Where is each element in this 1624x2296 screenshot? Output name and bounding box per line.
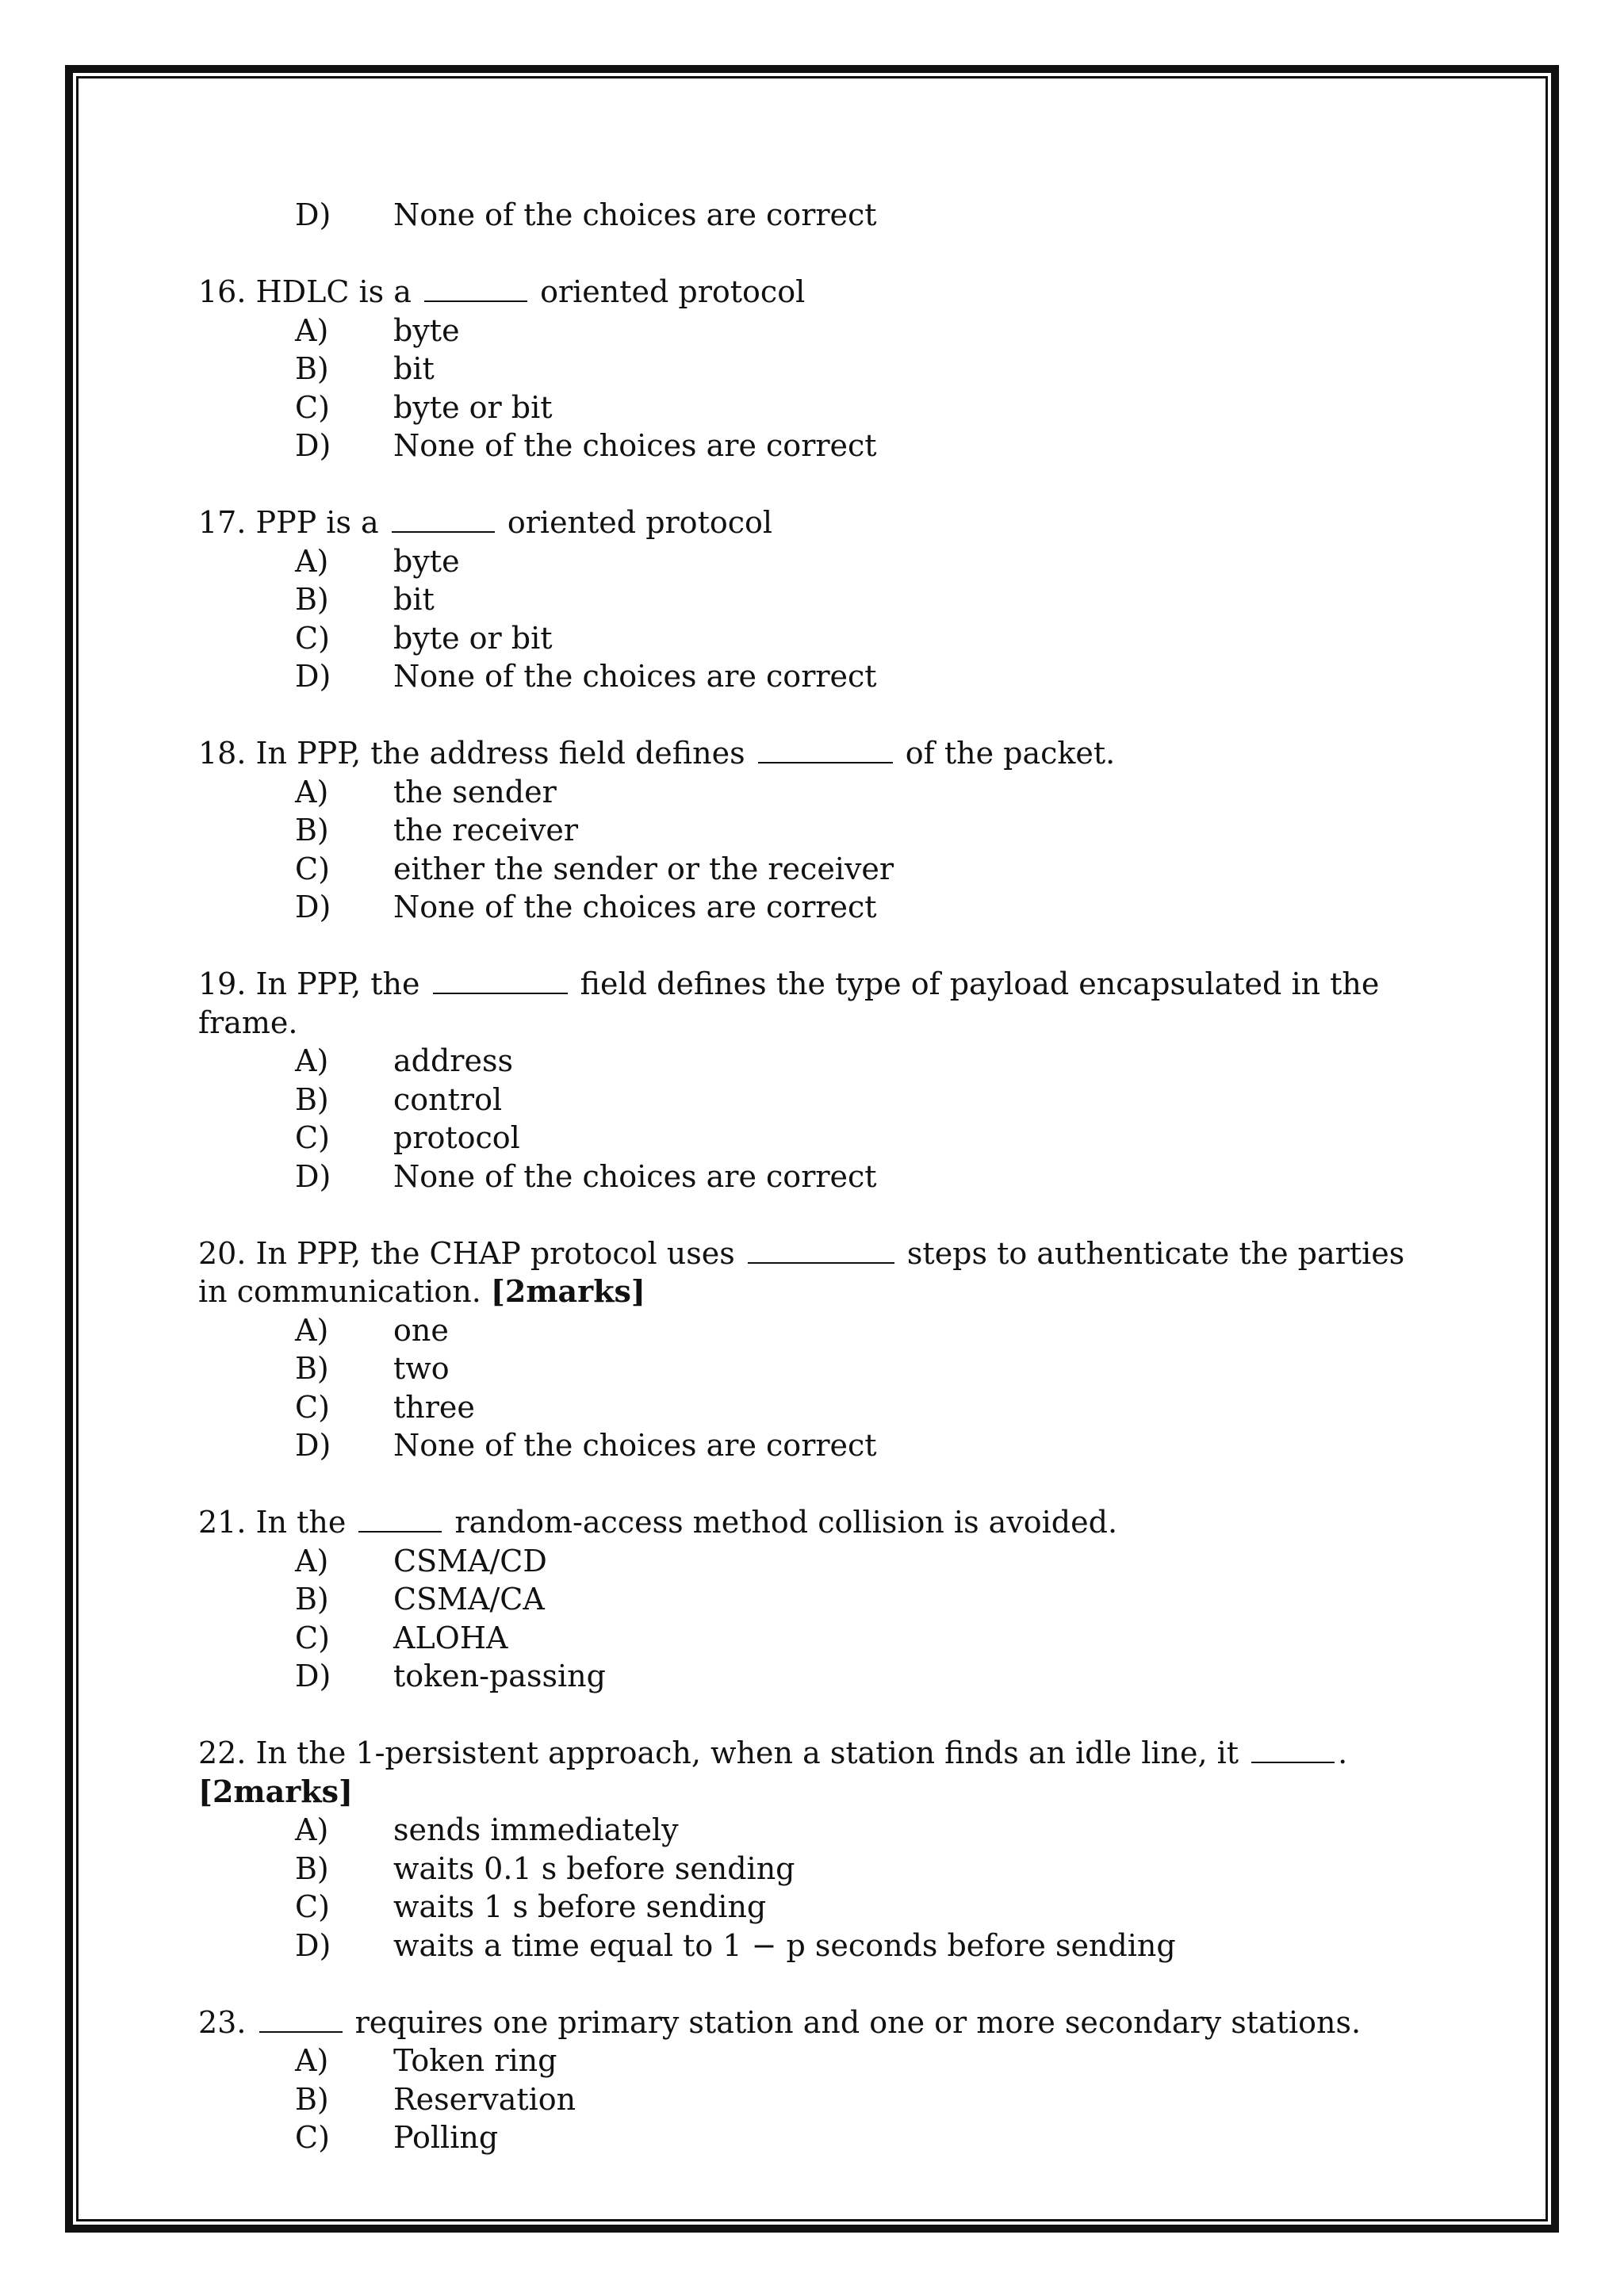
- option-text: None of the choices are correct: [393, 659, 877, 694]
- answer-option: [198, 1542, 1435, 1581]
- answer-option: [198, 657, 1435, 696]
- question-stem: [198, 273, 1435, 312]
- marks-label: [2marks]: [490, 1273, 645, 1309]
- option-text: waits 1 s before sending: [393, 1889, 767, 1924]
- answer-option: [198, 542, 1435, 581]
- question-text-before-blank: 19. In PPP, the: [198, 966, 420, 1001]
- option-letter: D): [295, 1927, 331, 1963]
- answer-option: [198, 1158, 1435, 1196]
- option-letter: C): [295, 1889, 330, 1924]
- marks-label: [2marks]: [198, 1773, 353, 1809]
- answer-option: [198, 2118, 1435, 2157]
- question-stem: [198, 734, 1435, 773]
- option-text: Reservation: [393, 2081, 576, 2117]
- question-text-after-blank: field defines the type of payload encapsulated in the frame.: [198, 966, 1389, 1040]
- option-letter: C): [295, 1620, 330, 1655]
- answer-blank: [259, 2005, 343, 2033]
- option-text: byte or bit: [393, 389, 553, 425]
- option-text: the receiver: [393, 813, 579, 848]
- question-text-before-blank: 21. In the: [198, 1505, 347, 1540]
- option-letter: A): [295, 312, 329, 348]
- option-text: sends immediately: [393, 1812, 679, 1847]
- question-text-after-blank: random-access method collision is avoided.: [454, 1505, 1118, 1540]
- option-text: CSMA/CD: [393, 1543, 547, 1578]
- answer-option: [198, 1619, 1435, 1658]
- question-stem: [198, 965, 1435, 1042]
- answer-blank: [748, 1236, 894, 1264]
- option-text: waits 0.1 s before sending: [393, 1850, 795, 1886]
- option-text: token-passing: [393, 1659, 606, 1693]
- question-stem: [198, 1503, 1435, 1542]
- answer-option: [198, 196, 1435, 235]
- question-block: [198, 503, 1435, 696]
- option-text: ALOHA: [393, 1620, 508, 1655]
- answer-option: [198, 1426, 1435, 1465]
- question-list: [198, 196, 1435, 2157]
- option-letter: B): [295, 1850, 329, 1886]
- option-letter: C): [295, 620, 330, 656]
- question-text-before-blank: 23.: [198, 2004, 247, 2040]
- option-text: byte: [393, 543, 460, 579]
- option-text: control: [393, 1081, 503, 1117]
- option-letter: A): [295, 1812, 329, 1847]
- question-stem: [198, 2003, 1435, 2042]
- question-text-before-blank: 18. In PPP, the address field defines: [198, 736, 745, 771]
- answer-option: [198, 1119, 1435, 1158]
- question-block: [198, 734, 1435, 927]
- question-text-before-blank: 16. HDLC is a: [198, 274, 412, 309]
- option-text: three: [393, 1389, 475, 1425]
- option-letter: A): [295, 774, 329, 809]
- option-text: byte or bit: [393, 620, 553, 656]
- option-letter: D): [295, 197, 331, 232]
- answer-option: [198, 1811, 1435, 1850]
- question-text-after-blank: steps to authenticate the parties in communication.: [198, 1235, 1415, 1309]
- option-letter: C): [295, 1120, 330, 1155]
- answer-option: [198, 1042, 1435, 1081]
- option-letter: A): [295, 2043, 329, 2078]
- option-text: None of the choices are correct: [393, 890, 877, 924]
- option-text: two: [393, 1351, 450, 1386]
- option-letter: B): [295, 813, 329, 848]
- question-text-before-blank: 20. In PPP, the CHAP protocol uses: [198, 1235, 735, 1271]
- answer-blank: [392, 505, 495, 533]
- option-text: protocol: [393, 1120, 520, 1155]
- question-stem: [198, 1234, 1435, 1311]
- answer-blank: [433, 966, 568, 994]
- answer-option: [198, 1657, 1435, 1696]
- question-text-after-blank: requires one primary station and one or more secondary stations.: [354, 2004, 1362, 2040]
- option-letter: D): [295, 1158, 331, 1194]
- answer-blank: [358, 1505, 442, 1533]
- answer-option: [198, 427, 1435, 465]
- option-text: Polling: [393, 2120, 499, 2155]
- option-letter: C): [295, 2120, 330, 2155]
- question-text-before-blank: 17. PPP is a: [198, 505, 379, 540]
- answer-option: [198, 888, 1435, 927]
- answer-option: [198, 1388, 1435, 1427]
- option-text: None of the choices are correct: [393, 1428, 877, 1463]
- answer-option: [198, 1580, 1435, 1619]
- option-text: the sender: [393, 774, 557, 809]
- answer-option: [198, 580, 1435, 619]
- option-letter: A): [295, 543, 329, 579]
- question-block: [198, 273, 1435, 465]
- option-letter: C): [295, 851, 330, 886]
- question-block: [198, 965, 1435, 1196]
- option-letter: B): [295, 2081, 329, 2117]
- option-letter: A): [295, 1543, 329, 1578]
- option-letter: D): [295, 428, 331, 463]
- option-text: CSMA/CA: [393, 1582, 545, 1617]
- option-text: None of the choices are correct: [393, 1158, 877, 1194]
- answer-blank: [424, 274, 527, 302]
- option-text: waits a time equal to 1 − p seconds before sending: [393, 1927, 1176, 1963]
- option-text: bit: [393, 582, 435, 617]
- question-block: [198, 1503, 1435, 1696]
- question-block: [198, 2003, 1435, 2157]
- option-text: Token ring: [393, 2043, 557, 2078]
- answer-option: [198, 850, 1435, 889]
- question-stem: [198, 503, 1435, 542]
- answer-option: [198, 312, 1435, 350]
- answer-blank: [1251, 1735, 1335, 1763]
- answer-option: [198, 619, 1435, 658]
- leading-option-block: [198, 196, 1435, 235]
- question-stem: [198, 1734, 1435, 1811]
- option-letter: D): [295, 890, 331, 924]
- answer-option: [198, 1888, 1435, 1927]
- option-letter: B): [295, 1081, 329, 1117]
- question-text-after-blank: oriented protocol: [540, 274, 806, 309]
- option-letter: A): [295, 1043, 329, 1078]
- option-letter: B): [295, 351, 329, 386]
- option-text: byte: [393, 312, 460, 348]
- option-letter: D): [295, 1428, 331, 1463]
- answer-option: [198, 1081, 1435, 1119]
- question-block: [198, 1234, 1435, 1465]
- option-text: one: [393, 1312, 449, 1348]
- option-text: None of the choices are correct: [393, 197, 877, 232]
- option-text: bit: [393, 351, 435, 386]
- answer-option: [198, 773, 1435, 812]
- answer-option: [198, 1311, 1435, 1350]
- question-text-before-blank: 22. In the 1-persistent approach, when a station finds an idle line, it: [198, 1735, 1239, 1770]
- option-text: None of the choices are correct: [393, 428, 877, 463]
- answer-option: [198, 1927, 1435, 1965]
- answer-option: [198, 2080, 1435, 2119]
- option-letter: B): [295, 1351, 329, 1386]
- answer-option: [198, 811, 1435, 850]
- option-letter: A): [295, 1312, 329, 1348]
- answer-blank: [758, 736, 893, 763]
- option-letter: B): [295, 1582, 329, 1617]
- question-block: [198, 1734, 1435, 1965]
- option-letter: C): [295, 389, 330, 425]
- option-text: address: [393, 1043, 513, 1078]
- answer-option: [198, 388, 1435, 427]
- option-letter: D): [295, 1659, 331, 1693]
- answer-option: [198, 1349, 1435, 1388]
- option-letter: C): [295, 1389, 330, 1425]
- question-text-after-blank: of the packet.: [905, 736, 1116, 771]
- answer-option: [198, 1850, 1435, 1888]
- option-letter: B): [295, 582, 329, 617]
- answer-option: [198, 2042, 1435, 2080]
- answer-option: [198, 350, 1435, 388]
- question-text-after-blank: .: [1338, 1735, 1348, 1770]
- question-text-after-blank: oriented protocol: [507, 505, 773, 540]
- option-letter: D): [295, 659, 331, 694]
- option-text: either the sender or the receiver: [393, 851, 894, 886]
